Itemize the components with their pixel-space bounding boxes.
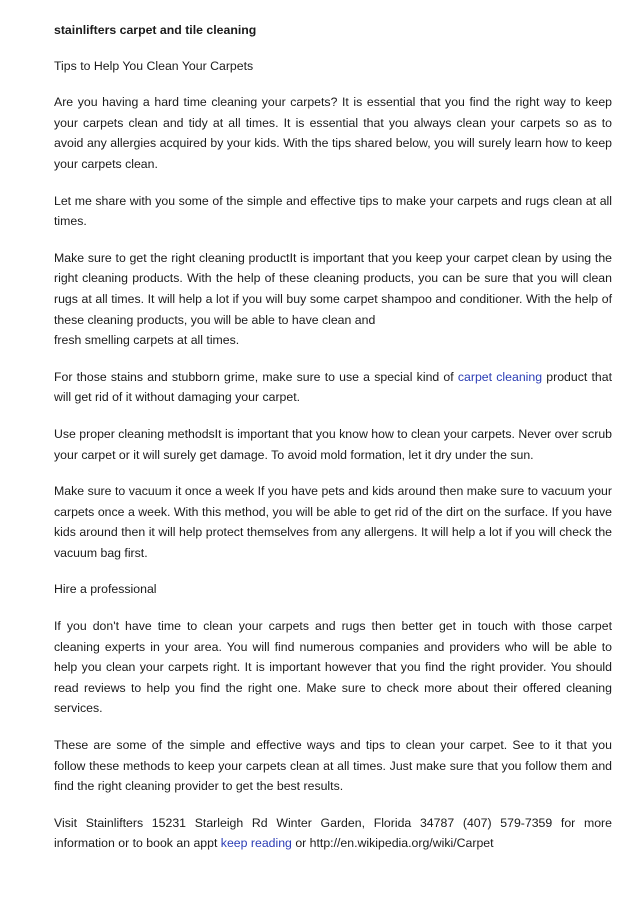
cleaning-product-paragraph [54,248,612,330]
carpet-cleaning-link[interactable]: carpet cleaning [457,369,543,384]
share-tips-paragraph: Let me share with you some of the simple and effective tips to make your carpets and rugs clean at all times. [54,193,612,229]
stains-paragraph [54,367,612,408]
fresh-carpets-line: fresh smelling carpets at all times. [54,333,240,348]
vacuum-paragraph: Make sure to vacuum it once a week If you have pets and kids around then make sure to vacuum your carpets once a week. With this method, you will be able to get rid of the dirt on the surface. If you have kids around then it will help protect themselves from any allergens. It will help a lot if you will check the vacuum bag first. [54,484,612,560]
intro-paragraph: Are you having a hard time cleaning your carpets? It is essential that you find the right way to keep your carpets clean and tidy at all times. It is essential that you always clean your carpets so as to avoid any allergies acquired by your kids. With the tips shared below, you will surely learn how to keep your carpets clean. [54,95,612,171]
document-page [54,20,612,870]
visit-paragraph [54,813,612,854]
visit-text-before: Visit Stainlifters 15231 Starleigh Rd Winter Garden, Florida 34787 (407) 579-7359 for more information or to book an appt [54,815,612,851]
visit-text-after: or http://en.wikipedia.org/wiki/Carpet [291,836,494,851]
summary-paragraph: These are some of the simple and effective ways and tips to clean your carpet. See to it that you follow these methods to keep your carpets clean at all times. Just make sure that you follow them and find the right cleaning provider to get the best results. [54,738,612,794]
hire-professional-heading: Hire a professional [54,582,157,597]
document-subtitle: Tips to Help You Clean Your Carpets [54,58,254,73]
stains-text-after: product that will get rid of it without damaging your carpet. [54,369,612,405]
document-title: stainlifters carpet and tile cleaning [54,23,257,37]
keep-reading-link[interactable]: keep reading [220,836,292,851]
cleaning-product-text: Make sure to get the right cleaning productIt is important that you keep your carpet clean by using the right cleaning products. With the help of these cleaning products, you can be sure that you will clean rugs at all times. It will help a lot if you will buy some carpet shampoo and conditioner. With the help of these cleaning products, you will be able to have clean and [54,250,612,327]
stains-text-before: For those stains and stubborn grime, make sure to use a special kind of [54,369,458,384]
cleaning-methods-paragraph: Use proper cleaning methodsIt is important that you know how to clean your carpets. Never over scrub your carpet or it will surely get damage. To avoid mold formation, let it dry under the sun. [54,426,612,462]
professional-paragraph: If you don't have time to clean your carpets and rugs then better get in touch with those carpet cleaning experts in your area. You will find numerous companies and providers who will be able to help you clean your carpets right. It is important however that you find the right provider. You should read reviews to help you find the right one. Make sure to check more about their offered cleaning services. [54,619,612,716]
